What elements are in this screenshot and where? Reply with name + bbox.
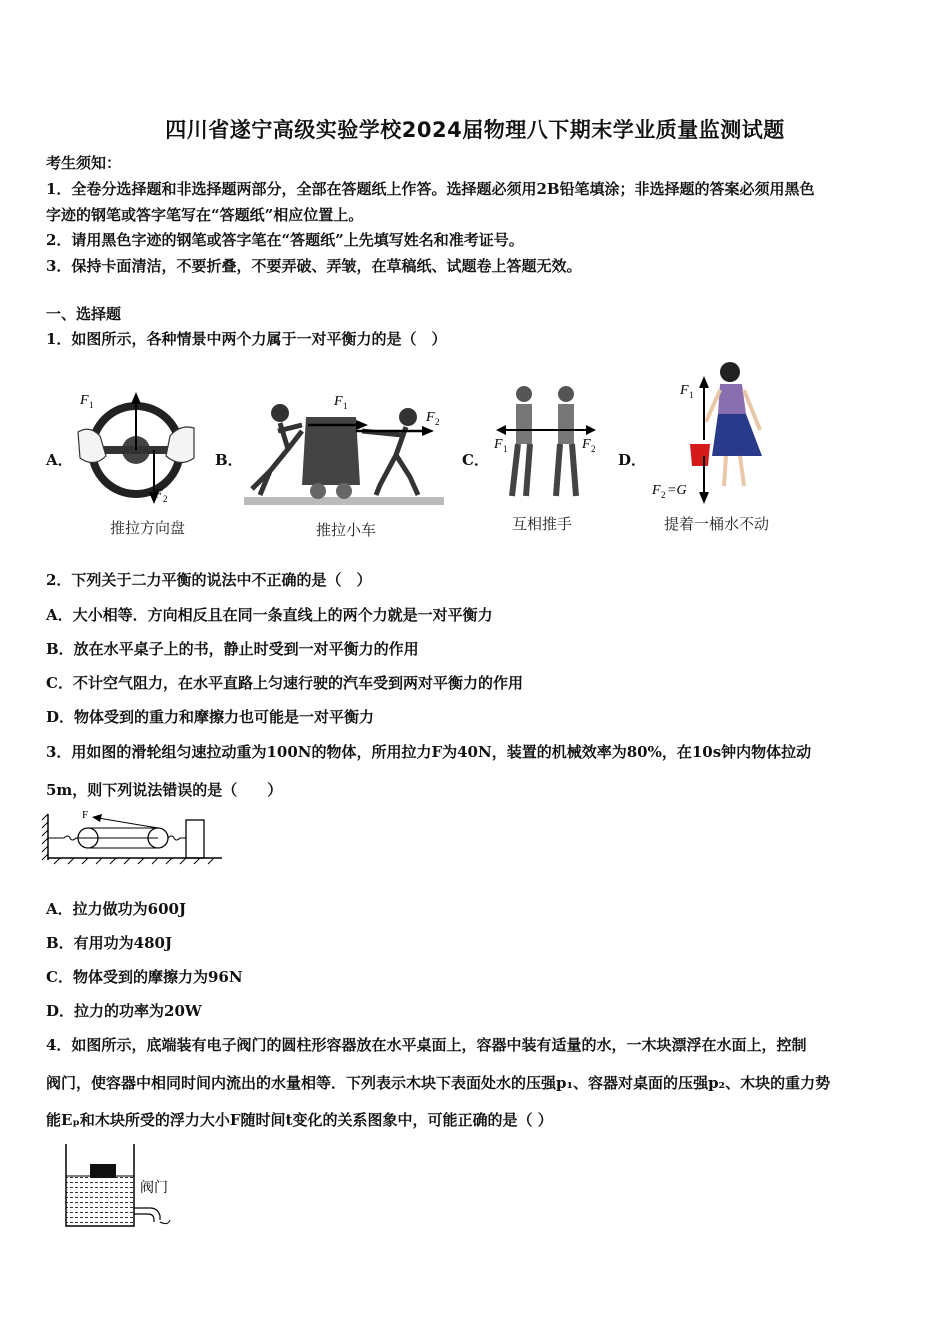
q2-option-a: A．大小相等．方向相反且在同一条直线上的两个力就是一对平衡力 <box>46 606 493 624</box>
q2-stem: 2．下列关于二力平衡的说法中不正确的是（ ） <box>46 571 372 589</box>
q1-stem: 1．如图所示，各种情景中两个力属于一对平衡力的是（ ） <box>46 330 447 348</box>
steering-wheel-figure <box>70 380 200 515</box>
force-label-sub: 2 <box>435 417 440 427</box>
q3-stem-line2: 5m，则下列说法错误的是（ ） <box>46 781 283 799</box>
force-label-sub: 1 <box>689 390 694 400</box>
pulley-force-label: F <box>82 809 89 821</box>
q1-option-c-label: C． <box>462 451 489 469</box>
notice-item: 1．全卷分选择题和非选择题两部分，全部在答题纸上作答。选择题必须用2B铅笔填涂；非选择题的答案必须用黑色 <box>46 180 815 198</box>
q1-option-d-label: D． <box>618 451 647 469</box>
q4-stem-line2: 阀门，使容器中相同时间内流出的水量相等．下列表示木块下表面处水的压强p₁、容器对桌面的压强p₂、木块的重力势 <box>46 1074 831 1092</box>
force-label-g: =G <box>667 483 687 498</box>
valve-label: 阀门 <box>140 1180 168 1196</box>
q1-caption-d: 提着一桶水不动 <box>664 515 770 533</box>
q1-option-b-label: B． <box>215 451 243 469</box>
force-label-f2: F <box>582 437 591 452</box>
notice-item: 字迹的钢笔或答字笔写在“答题纸”相应位置上。 <box>46 206 364 224</box>
q1-option-a-label: A． <box>46 451 73 469</box>
q3-option-c: C．物体受到的摩擦力为96N <box>46 968 243 986</box>
q1-caption-c: 互相推手 <box>512 515 573 533</box>
notice-item: 3．保持卡面清洁，不要折叠，不要弄破、弄皱，在草稿纸、试题卷上答题无效。 <box>46 257 582 275</box>
q2-option-c: C．不计空气阻力，在水平直路上匀速行驶的汽车受到两对平衡力的作用 <box>46 674 523 692</box>
q4-stem-line3: 能Eₚ和木块所受的浮力大小F随时间t变化的关系图象中，可能正确的是（ ） <box>46 1111 553 1129</box>
force-label-f1: F <box>80 393 89 408</box>
bucket-figure <box>650 360 780 510</box>
q1-caption-b: 推拉小车 <box>316 521 377 539</box>
container-valve-figure <box>60 1140 190 1232</box>
page-title: 四川省遂宁高级实验学校2024届物理八下期末学业质量监测试题 <box>165 118 785 142</box>
force-label-f2: F <box>154 487 163 502</box>
force-label-sub: 2 <box>591 444 596 454</box>
force-label-sub: 2 <box>163 494 168 504</box>
notice-item: 2．请用黑色字迹的钢笔或答字笔在“答题纸”上先填写姓名和准考证号。 <box>46 231 524 249</box>
q3-stem-line1: 3．用如图的滑轮组匀速拉动重为100N的物体，所用拉力F为40N，装置的机械效率为80%，在10s钟内物体拉动 <box>46 743 812 761</box>
force-label-f2: F <box>426 410 435 425</box>
force-label-f1: F <box>494 437 503 452</box>
force-label-f2: F <box>652 483 661 498</box>
force-label-sub: 1 <box>89 400 94 410</box>
force-label-sub: 1 <box>343 401 348 411</box>
q3-option-b: B．有用功为480J <box>46 934 173 952</box>
force-label-f1: F <box>334 394 343 409</box>
force-label-sub: 1 <box>503 444 508 454</box>
q1-caption-a: 推拉方向盘 <box>110 519 186 537</box>
cart-figure <box>240 385 450 510</box>
force-label-sub: 2 <box>661 490 666 500</box>
notice-heading: 考生须知： <box>46 154 122 172</box>
q4-stem-line1: 4．如图所示，底端装有电子阀门的圆柱形容器放在水平桌面上，容器中装有适量的水，一木块漂浮在水面上，控制 <box>46 1036 807 1054</box>
q2-option-d: D．物体受到的重力和摩擦力也可能是一对平衡力 <box>46 708 375 726</box>
mutual-push-figure <box>490 380 605 505</box>
q2-option-b: B．放在水平桌子上的书，静止时受到一对平衡力的作用 <box>46 640 419 658</box>
force-label-f1: F <box>680 383 689 398</box>
q3-option-a: A．拉力做功为600J <box>46 900 187 918</box>
q3-option-d: D．拉力的功率为20W <box>46 1002 202 1020</box>
section-heading: 一、选择题 <box>46 305 122 323</box>
pulley-figure <box>42 808 227 868</box>
